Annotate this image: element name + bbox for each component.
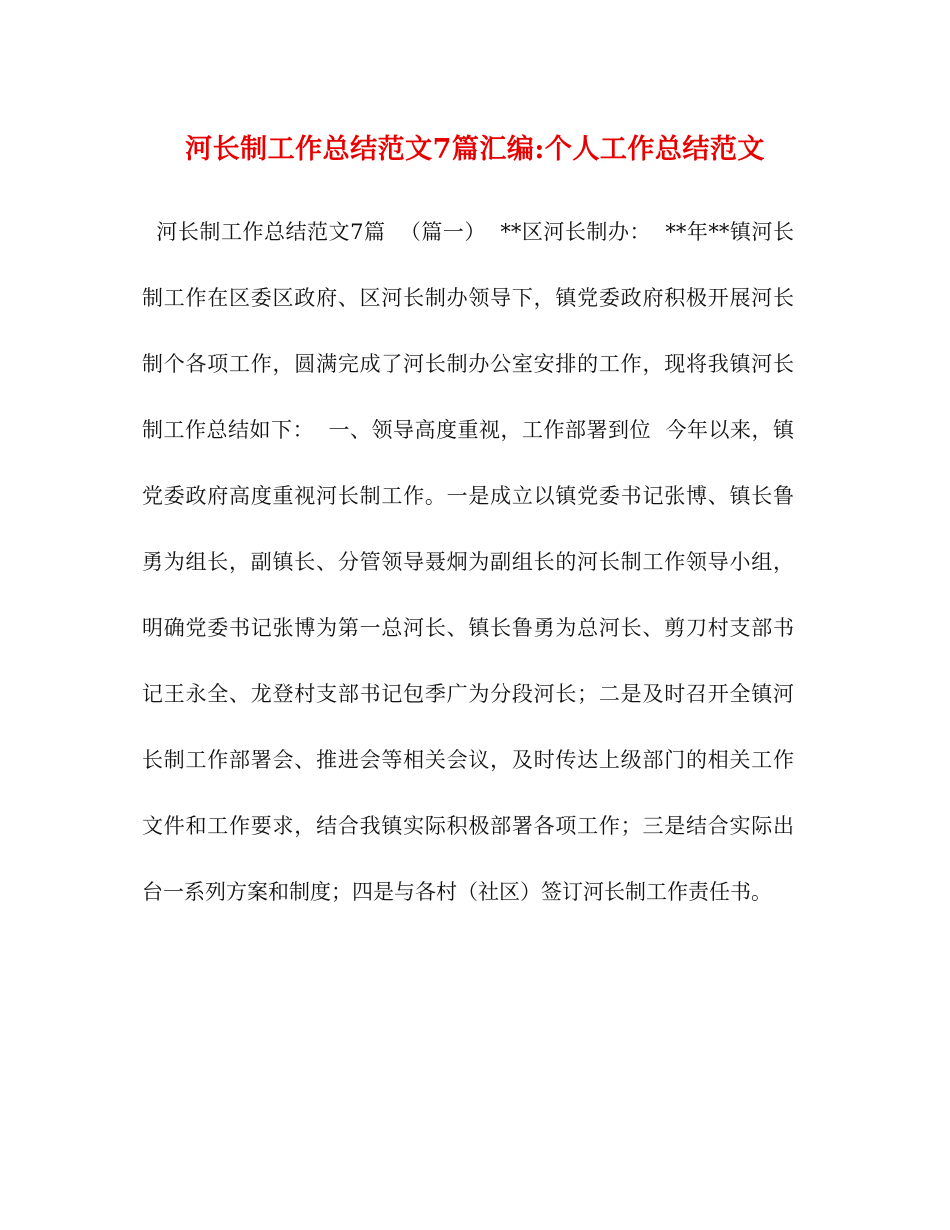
body-line-5: 党委政府高度重视河长制工作。一是成立以镇党委书记张博、镇长鲁 bbox=[142, 484, 794, 508]
body-line-3: 制个各项工作，圆满完成了河长制办公室安排的工作，现将我镇河长 bbox=[142, 352, 794, 376]
body-line-1: 河长制工作总结范文7篇 （篇一） **区河长制办： **年**镇河长 bbox=[142, 220, 794, 244]
body-line-6: 勇为组长，副镇长、分管领导聂炯为副组长的河长制工作领导小组， bbox=[142, 550, 794, 574]
body-line-10: 文件和工作要求，结合我镇实际积极部署各项工作；三是结合实际出 bbox=[142, 814, 794, 838]
document-body bbox=[142, 210, 794, 936]
body-line-2: 制工作在区委区政府、区河长制办领导下，镇党委政府积极开展河长 bbox=[142, 286, 794, 310]
document-title: 河长制工作总结范文7篇汇编:个人工作总结范文 bbox=[185, 134, 765, 165]
body-line-8: 记王永全、龙登村支部书记包季广为分段河长；二是及时召开全镇河 bbox=[142, 682, 794, 706]
body-line-11: 台一系列方案和制度；四是与各村（社区）签订河长制工作责任书。 bbox=[142, 880, 772, 904]
body-line-9: 长制工作部署会、推进会等相关会议，及时传达上级部门的相关工作 bbox=[142, 748, 794, 772]
body-line-7: 明确党委书记张博为第一总河长、镇长鲁勇为总河长、剪刀村支部书 bbox=[142, 616, 794, 640]
body-line-4: 制工作总结如下： 一、领导高度重视，工作部署到位 今年以来，镇 bbox=[142, 418, 794, 442]
